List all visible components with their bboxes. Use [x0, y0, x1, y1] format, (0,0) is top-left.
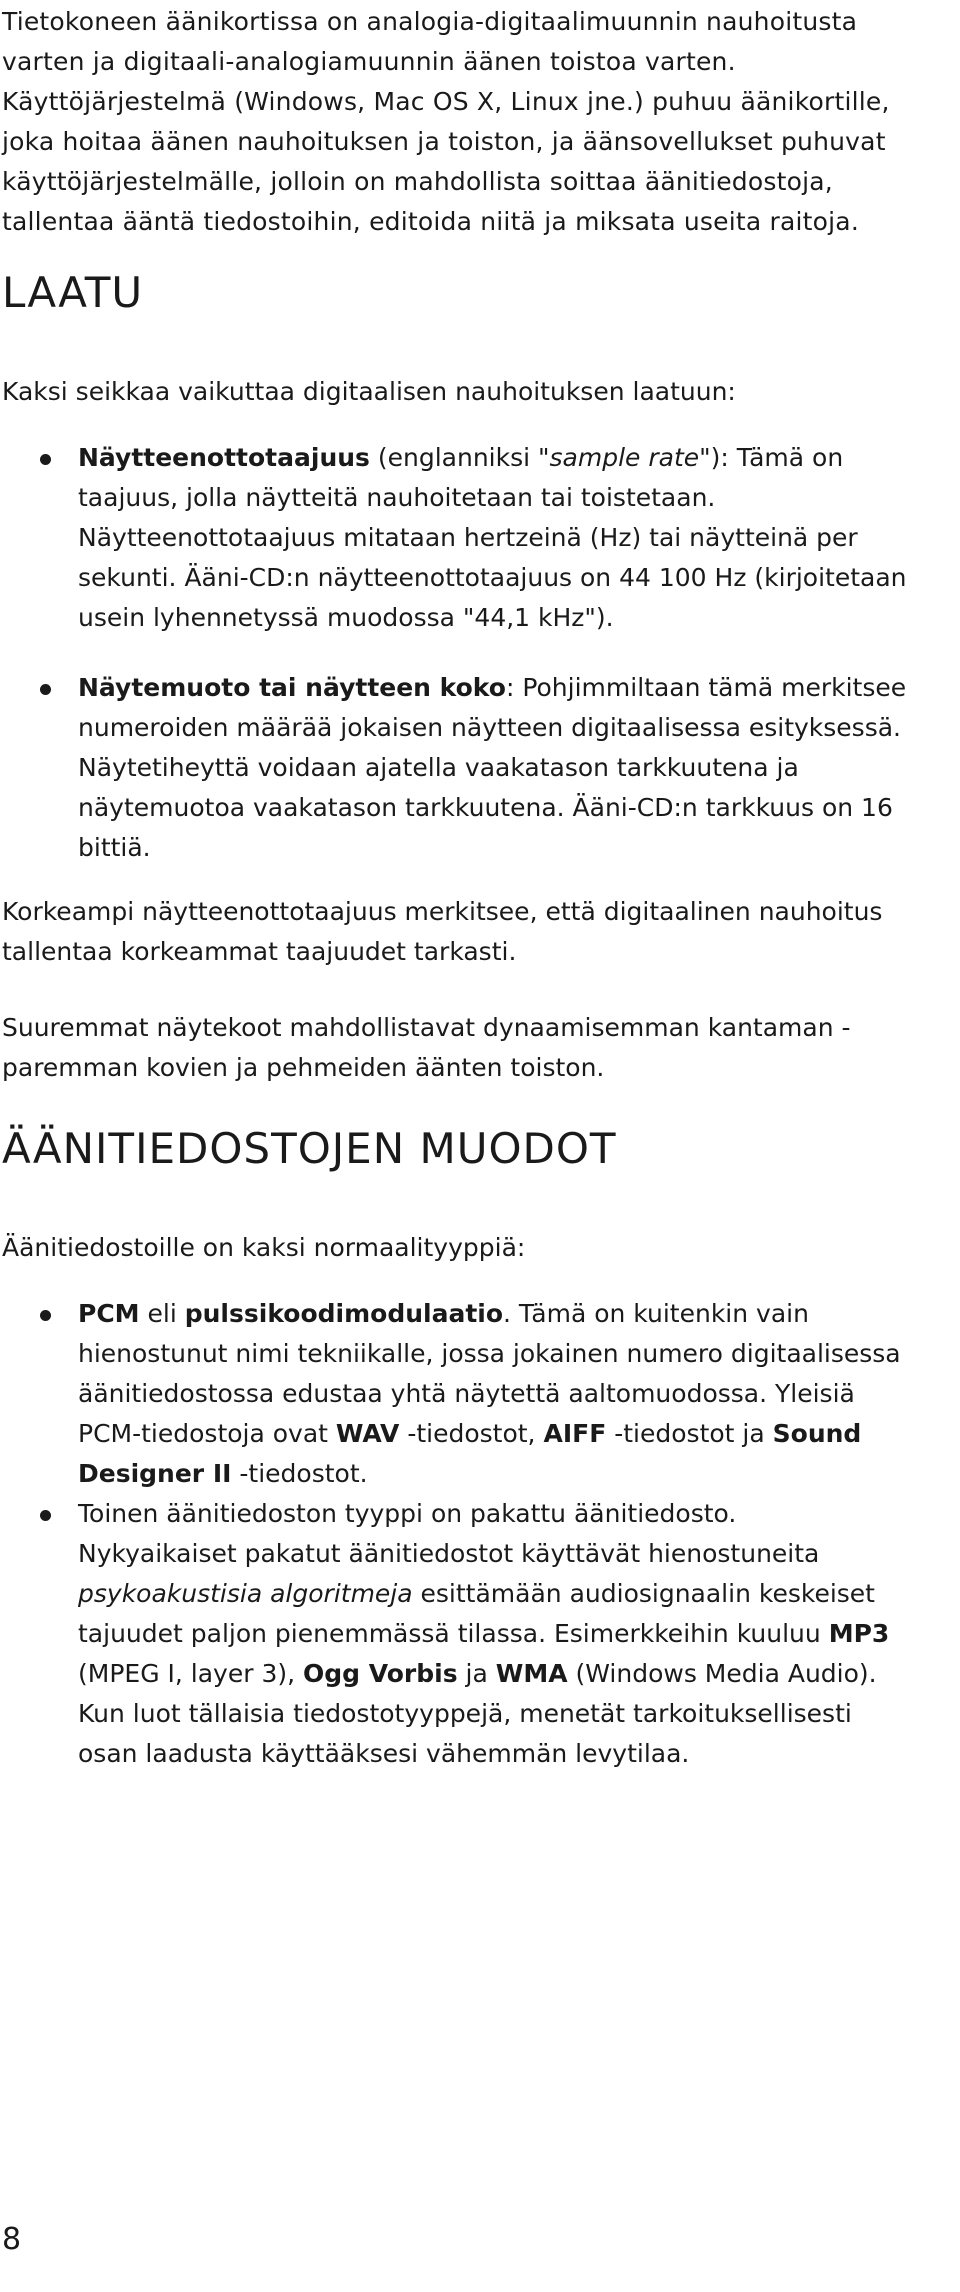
text-fragment: (englanniksi "	[369, 443, 550, 472]
text-fragment: -tiedostot.	[231, 1459, 368, 1488]
term-pcm: PCM	[78, 1299, 140, 1328]
term-pulse-code-modulation: pulssikoodimodulaatio	[184, 1299, 504, 1328]
list-item-line: taajuus, jolla näytteitä nauhoitetaan tai toistetaan.	[78, 483, 716, 512]
list-item	[0, 668, 960, 868]
intro-line: käyttöjärjestelmälle, jolloin on mahdollista soittaa äänitiedostoja,	[2, 167, 833, 196]
intro-paragraph	[2, 2, 952, 242]
list-item-line: Näytetiheyttä voidaan ajatella vaakatason tarkkuutena ja	[78, 753, 799, 782]
intro-line: varten ja digitaali-analogiamuunnin äänen toistoa varten.	[2, 47, 736, 76]
laatu-heading: LAATU	[2, 268, 144, 317]
intro-line: tallentaa ääntä tiedostoihin, editoida niitä ja miksata useita raitoja.	[2, 207, 859, 236]
list-item-line: Nykyaikaiset pakatut äänitiedostot käyttävät hienostuneita	[78, 1539, 820, 1568]
text-fragment: "): Tämä on	[699, 443, 844, 472]
text-fragment: (Windows Media Audio).	[567, 1659, 877, 1688]
term-wma: WMA	[495, 1659, 568, 1688]
bullet-dot-icon	[40, 1310, 51, 1321]
text-fragment: -tiedostot,	[399, 1419, 544, 1448]
formats-heading: ÄÄNITIEDOSTOJEN MUODOT	[2, 1124, 617, 1173]
list-item-line: sekunti. Ääni-CD:n näytteenottotaajuus on 44 100 Hz (kirjoitetaan	[78, 563, 907, 592]
list-item-line: osan laadusta käyttääksesi vähemmän levytilaa.	[78, 1739, 690, 1768]
bullet-dot-icon	[40, 1510, 51, 1521]
intro-line: Käyttöjärjestelmä (Windows, Mac OS X, Linux jne.) puhuu äänikortille,	[2, 87, 890, 116]
laatu-bullet-list	[0, 438, 960, 868]
formats-lead-text: Äänitiedostoille on kaksi normaalityyppiä:	[2, 1233, 526, 1262]
laatu-lead-text: Kaksi seikkaa vaikuttaa digitaalisen nauhoituksen laatuun:	[2, 377, 736, 406]
intro-line: Tietokoneen äänikortissa on analogia-digitaalimuunnin nauhoitusta	[2, 7, 858, 36]
formats-bullet-list	[0, 1294, 960, 1774]
bullet-dot-icon	[40, 454, 51, 465]
paragraph-line: tallentaa korkeammat taajuudet tarkasti.	[2, 937, 517, 966]
emphasis-psychoacoustic: psykoakustisia algoritmeja	[78, 1579, 413, 1608]
list-item	[0, 1494, 960, 1774]
list-item-line: Näytteenottotaajuus mitataan hertzeinä (Hz) tai näytteinä per	[78, 523, 858, 552]
emphasis-sample-rate: sample rate	[549, 443, 700, 472]
list-item-line: Toinen äänitiedoston tyyppi on pakattu äänitiedosto.	[78, 1499, 737, 1528]
term-designer-ii: Designer II	[78, 1459, 232, 1488]
term-ogg-vorbis: Ogg Vorbis	[303, 1659, 458, 1688]
term-aiff: AIFF	[543, 1419, 607, 1448]
list-item	[0, 1294, 960, 1494]
list-item-line: numeroiden määrää jokaisen näytteen digitaalisessa esityksessä.	[78, 713, 901, 742]
text-fragment: (MPEG I, layer 3),	[78, 1659, 303, 1688]
laatu-lead	[2, 372, 952, 412]
text-fragment: ja	[457, 1659, 496, 1688]
term-sample-size: Näytemuoto tai näytteen koko	[78, 673, 506, 702]
list-item-line: äänitiedostossa edustaa yhtä näytettä aaltomuodossa. Yleisiä	[78, 1379, 855, 1408]
list-item-line: näytemuotoa vaakatason tarkkuutena. Ääni-CD:n tarkkuus on 16	[78, 793, 893, 822]
list-item	[0, 438, 960, 638]
list-item-line: usein lyhennetyssä muodossa "44,1 kHz").	[78, 603, 614, 632]
laatu-paragraph-2	[2, 1008, 952, 1088]
text-fragment: PCM-tiedostoja ovat	[78, 1419, 336, 1448]
term-wav: WAV	[335, 1419, 400, 1448]
paragraph-line: paremman kovien ja pehmeiden äänten toiston.	[2, 1053, 605, 1082]
list-item-line: bittiä.	[78, 833, 151, 862]
text-fragment: . Tämä on kuitenkin vain	[503, 1299, 809, 1328]
text-fragment: : Pohjimmiltaan tämä merkitsee	[505, 673, 907, 702]
page-number: 8	[2, 2222, 22, 2257]
text-fragment: tajuudet paljon pienemmässä tilassa. Esimerkkeihin kuuluu	[78, 1619, 829, 1648]
paragraph-line: Korkeampi näytteenottotaajuus merkitsee, että digitaalinen nauhoitus	[2, 897, 883, 926]
term-mp3: MP3	[828, 1619, 890, 1648]
term-sample-rate: Näytteenottotaajuus	[78, 443, 370, 472]
list-item-line: hienostunut nimi tekniikalle, jossa jokainen numero digitaalisessa	[78, 1339, 901, 1368]
term-sound: Sound	[772, 1419, 862, 1448]
paragraph-line: Suuremmat näytekoot mahdollistavat dynaamisemman kantaman -	[2, 1013, 851, 1042]
text-fragment: esittämään audiosignaalin keskeiset	[412, 1579, 875, 1608]
text-fragment: -tiedostot ja	[606, 1419, 773, 1448]
bullet-dot-icon	[40, 684, 51, 695]
list-item-line: Kun luot tällaisia tiedostotyyppejä, menetät tarkoituksellisesti	[78, 1699, 852, 1728]
text-fragment: eli	[139, 1299, 185, 1328]
intro-line: joka hoitaa äänen nauhoituksen ja toiston, ja äänsovellukset puhuvat	[2, 127, 886, 156]
laatu-paragraph-1	[2, 892, 952, 972]
formats-lead	[2, 1228, 952, 1268]
